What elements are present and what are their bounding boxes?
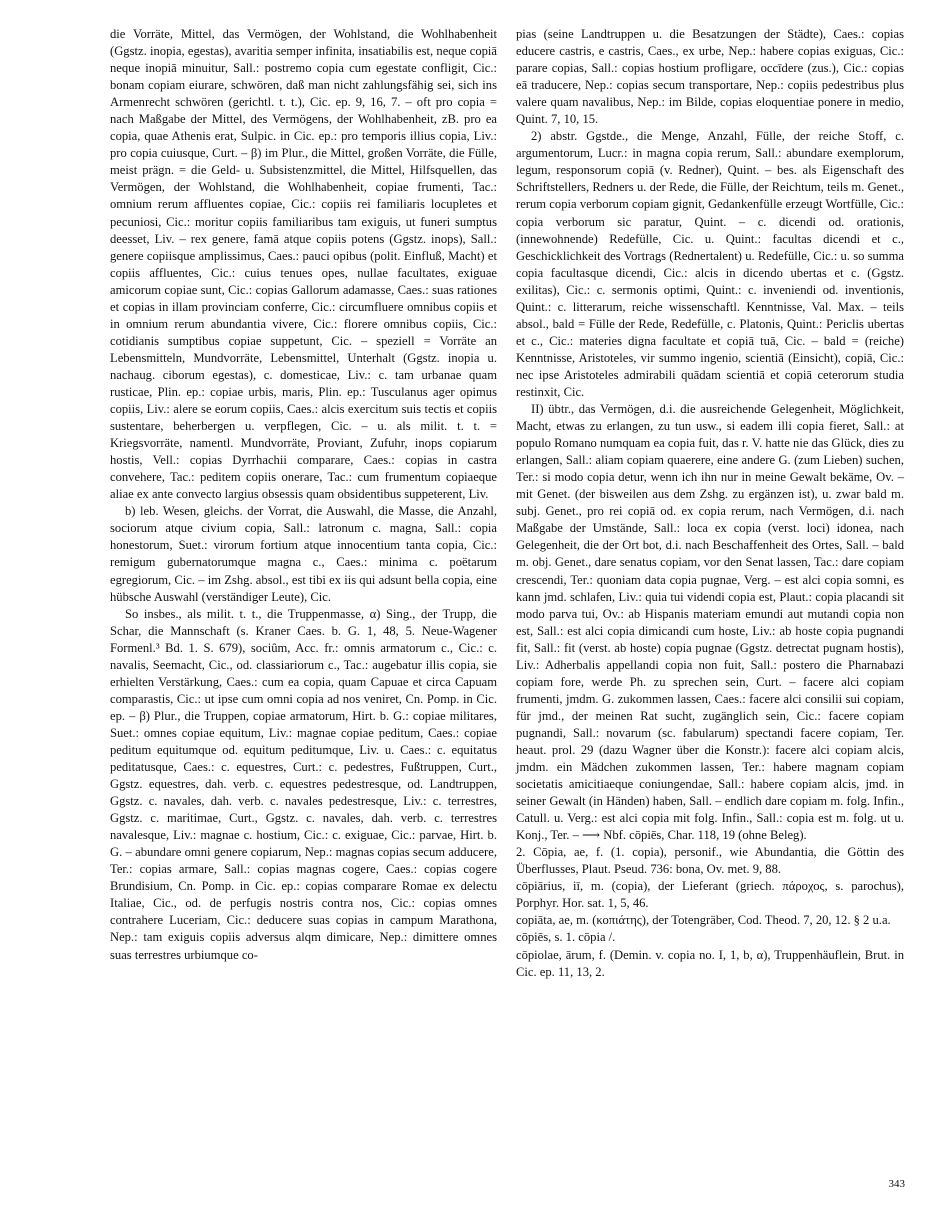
paragraph: pias (seine Landtruppen u. die Besatzungen der Städte), Caes.: copias educere castris, e castris, Caes., ex urbe, Nep.: habere copias exiguas, Cic.: parare copias, Sall.: copias hostium profligare, occīdere (zus.), Cic.: copias eā traducere, Nep.: copias secum transportare, Nep.: copiis pedestribus plus valere quam navalibus, Nep.: im Bilde, copias eloquentiae ponere in medio, Quint. 7, 10, 15. xyxy=(516,27,904,127)
left-column xyxy=(110,26,497,964)
dictionary-entry: 2. Cōpia, ae, f. (1. copia), personif., wie Abundantia, die Göttin des Überflusses, Plaut. Pseud. 736: bona, Ov. met. 9, 88. xyxy=(516,845,904,877)
dictionary-entry: copiāta, ae, m. (κοπιάτης), der Totengräber, Cod. Theod. 7, 20, 12. § 2 u.a. xyxy=(516,913,891,928)
paragraph: 2) abstr. Ggstde., die Menge, Anzahl, Fülle, der reiche Stoff, c. argumentorum, Lucr.: in magna copia rerum, Sall.: abundare exemplorum, legum, responsorum copiā (v. Redner), Quint. – bes. als Eigenschaft des Schriftstellers, Redners u. der Rede, die Fülle, der Reichtum, teils m. Genet., rerum copia verborum copiam gignit, Gedankenfülle erzeugt Wortfülle, Cic.: copia verborum sic paratur, Quint. – c. dicendi od. orationis, (innewohnende) Redefülle, Cic. u. Quint.: facultas dicendi et c., Geschicklichkeit des Vortrags (Rednertalent) u. Redefülle, Cic.: u. so summa copia facultasque dicendi, Cic.: alcis in dicendo ubertas et c. (Ggstz. exilitas), Cic.: c. sermonis optimi, Quint.: c. inveniendi od. inventionis, Quint.: c. litterarum, reiche wissenschaftl. Kenntnisse, Val. Max. – teils absol., bald = Fülle der Rede, Redefülle, c. Platonis, Quint.: Periclis ubertas et c., Cic.: materies digna facultate et copiā tuā, Cic. – bald = (reiche) Kenntnisse, Aristoteles, vir summo ingenio, scientiā (Einsicht), copiā, Cic.: nec ipse Aristoteles admirabili quādam scientiā et copiā ceterorum studia restinxit, Cic. xyxy=(516,129,904,399)
right-column xyxy=(516,26,904,981)
paragraph: So insbes., als milit. t. t., die Truppenmasse, α) Sing., der Trupp, die Schar, die Mannschaft (s. Kraner Caes. b. G. 1, 48, 5. Neue-Wagener Formenl.³ Bd. 1. S. 679), sociûm, Acc. fr.: omnis armatorum c., Cic.: c. navalis, Seemacht, Cic., od. classiariorum c., Tac.: augebatur illis copia, sie erhielten Verstärkung, Caes.: cum ea copia, quam Capuae et circa Capuam comparastis, Cic.: ut ipse cum omni copia ad nos veniret, Cn. Pomp. in Cic. ep. – β) Plur., die Truppen, copiae armatorum, Hirt. b. G.: copiae militares, Suet.: omnes copiae equitum, Liv.: magnae copiae peditum, Caes.: copiae peditum equitumque od. equitum peditumque, Liv. u. Caes.: c. equitatus peditatusque, Caes.: c. equestres, Curt.: c. pedestres, Fußtruppen, Curt., Ggstz. equestres, dah. verb. c. equestres pedestresque, od. Landtruppen, Ggstz. c. navales, dah. verb. c. navales pedestresque, Liv.: c. terrestres, Ggstz. c. maritimae, Curt., Ggstz. c. navales, dah. verb. c. terrestres navalesque, Liv.: magnae c. hostium, Cic.: c. exiguae, Cic.: parvae, Hirt. b. G. – abundare omni genere copiarum, Nep.: magnas copias secum adducere, Ter.: copias armare, Sall.: copias magnas cogere, Caes.: copias cogere Brundisium, Cn. Pomp. in Cic. ep.: copias comparare Romae ex delectu Italiae, Cic., od. de perfugis nostris contra nos, Cic.: copias omnes contrahere Luceriam, Cic.: deducere suas copias in campum Marathona, Nep.: tam exiguis copiis adversus alqm dimicare, Nep.: dimittere omnes suas terrestres urbiumque co- xyxy=(110,606,497,962)
dictionary-entry: cōpiēs, s. 1. cōpia /. xyxy=(516,930,616,945)
paragraph: die Vorräte, Mittel, das Vermögen, der Wohlstand, die Wohlhabenheit (Ggstz. inopia, egestas), avaritia semper infinita, insatiabilis est, neque copiā neque inopiā minuitur, Sall.: postremo copia cum egestate confligit, Cic.: bonam copiam eiurare, schwören, daß man nicht zahlungsfähig sei, sich ins Armenrecht schwören (gerichtl. t. t.), Cic. ep. 9, 16, 7. – oft pro copia = nach Maßgabe der Mittel, des Vermögens, der Wohlhabenheit, zB. pro ea copia, quae Athenis erat, Sulpic. in Cic. ep.: pro temporis illius copia, Liv.: pro copia cuiusque, Curt. – β) im Plur., die Mittel, großen Vorräte, die Fülle, meist prägn. = die Geld- u. Subsistenzmittel, die Mittel, Hilfsquellen, das Vermögen, der Wohlstand, die Wohlhabenheit, copiae frumenti, Tac.: omnium rerum affluentes copiae, Cic.: copiis rei familiaris locupletes et pecuniosi, Cic.: moritur copiis familiaribus tam exiguis, ut funeri sumptus deesset, Liv. – rex genere, famā atque copiis potens (Ggstz. inops), Sall.: genere copiisque amplissimus, Caes.: pauci opibus (polit. Einfluß, Macht) et copiis affluentes, Cic.: cuius tenues opes, nullae facultates, exiguae amicorum copiae sunt, Cic.: copias Gallorum adamasse, Caes.: suas rationes et copias in illam provinciam conferre, Cic.: circumfluere omnibus copiis et in omnium rerum abundantia vivere, Cic.: florere omnibus copiis, Cic.: cotidianis sumptibus copiae suppetunt, Cic. – speziell = Vorräte an Lebensmitteln, Mundvorräte, Lebensmittel, Unterhalt (Ggstz. inopia u. nachaug. ciborum egestas), c. domesticae, Liv.: c. tam urbanae quam rusticae, Plin. ep.: copiae urbis, maris, Plin. ep.: Tusculanus ager opimus copiis, Liv.: alere se eorum copiis, Caes.: alcis exercitum suis tectis et copiis sustentare, beherbergen u. verpflegen, Cic. – u. als milit. t. t. = Kriegsvorräte, namentl. Mundvorräte, Proviant, Zufuhr, inops copiarum hostis, Vell.: copias Dyrrhachii comparare, Caes.: copias in castra convehere, Tac.: peditem copiis onerare, Tac.: cum frumentum copiaeque aliae ex ante convecto largius obsessis quam obsidentibus suppeterent, Liv. xyxy=(110,27,497,502)
dictionary-entry: cōpiārius, iī, m. (copia), der Lieferant (griech. πάροχος, s. parochus), Porphyr. Hor. sat. 1, 5, 46. xyxy=(516,879,904,911)
dictionary-entry: cōpiolae, ārum, f. (Demin. v. copia no. I, 1, b, α), Truppenhäuflein, Brut. in Cic. ep. 11, 13, 2. xyxy=(516,947,904,979)
paragraph: II) übtr., das Vermögen, d.i. die ausreichende Gelegenheit, Möglichkeit, Macht, etwas zu erlangen, zu tun usw., si eadem illi copia fieret, Sall.: at populo Romano numquam ea copia fuit, das r. V. hatte nie das Glück, dies zu erlangen, Sall.: aliam copiam quaerere, eine andere G. (zum Lieben) suchen, Ter.: si modo copia detur, wenn ich ihn nur in meine Gewalt bekäme, Ov. – mit Genet. (der bisweilen aus dem Zshg. zu ergänzen ist), u. zwar bald m. subj. Genet., pro rei copiā od. ex copia rerum, nach Vermögen, d.i. nach Maßgabe der Umstände, Sall.: loca ex copia (verst. loci) idonea, nach Gelegenheit, die der Ort bot, d.i. nach Beschaffenheit des Ortes, Sall. – bald m. obj. Genet., dare senatus copiam, vor den Senat lassen, Tac.: dare copiam crescendi, Ter.: quoniam data copia pugnae, Verg. – est alci copia somni, es kann jmd. schlafen, Liv.: quia tui videndi copia est, Plaut.: copia placandi sit modo parva tui, Ov.: ab Hispanis materiam emundi aut mutandi copia non est, Sall.: est alci copia dimicandi cum hoste, Liv.: ab hoste copia pugnandi fit, Sall.: fit (verst. ab hoste) copia pugnae (Ggstz. detrectat pugnam hostis), Liv.: Adherbalis appellandi copia non fuit, Sall.: postero die Pharnabazi copiam fore, werde Ph. zu sprechen sein, Curt. – facere alci copiam frumenti, jmdm. G. zukommen lassen, Caes.: facere alci consilii sui copiam, für jmd., der meinen Rat sucht, zugänglich sein, Cic.: facere copiam pugnandi, Sall.: novarum (sc. fabularum) spectandi facere copiam, Ter. heaut. prol. 29 (dazu Wagner über die Konstr.): facere alci copiam alcis, jmdm. ein Mädchen zukommen lassen, Ter.: habere magnam copiam societatis amicitiaeque coniungendae, Sall.: habere copiam alcis, jmd. in seiner Gewalt (in Händen) haben, Sall. – endlich dare copiam m. folg. Infin., Catull. u. Verg.: est alci copia mit folg. Infin., Sall.: copia est m. folg. ut u. Konj., Ter. – ⟶ Nbf. cōpiēs, Char. 118, 19 (ohne Beleg). xyxy=(516,402,904,843)
paragraph: b) leb. Wesen, gleichs. der Vorrat, die Auswahl, die Masse, die Anzahl, sociorum atque civium copia, Sall.: latronum c. magna, Sall.: copia honestorum, Suet.: virorum fortium atque innocentium tanta copia, Cic.: remigum gubernatorumque magna c., Caes.: minima c. poëtarum egregiorum, Cic. – im Zshg. absol., est tibi ex iis qui adsunt bella copia, eine hübsche Auswahl (verständiger Leute), Cic. xyxy=(110,504,497,604)
page-number: 343 xyxy=(888,1178,905,1190)
